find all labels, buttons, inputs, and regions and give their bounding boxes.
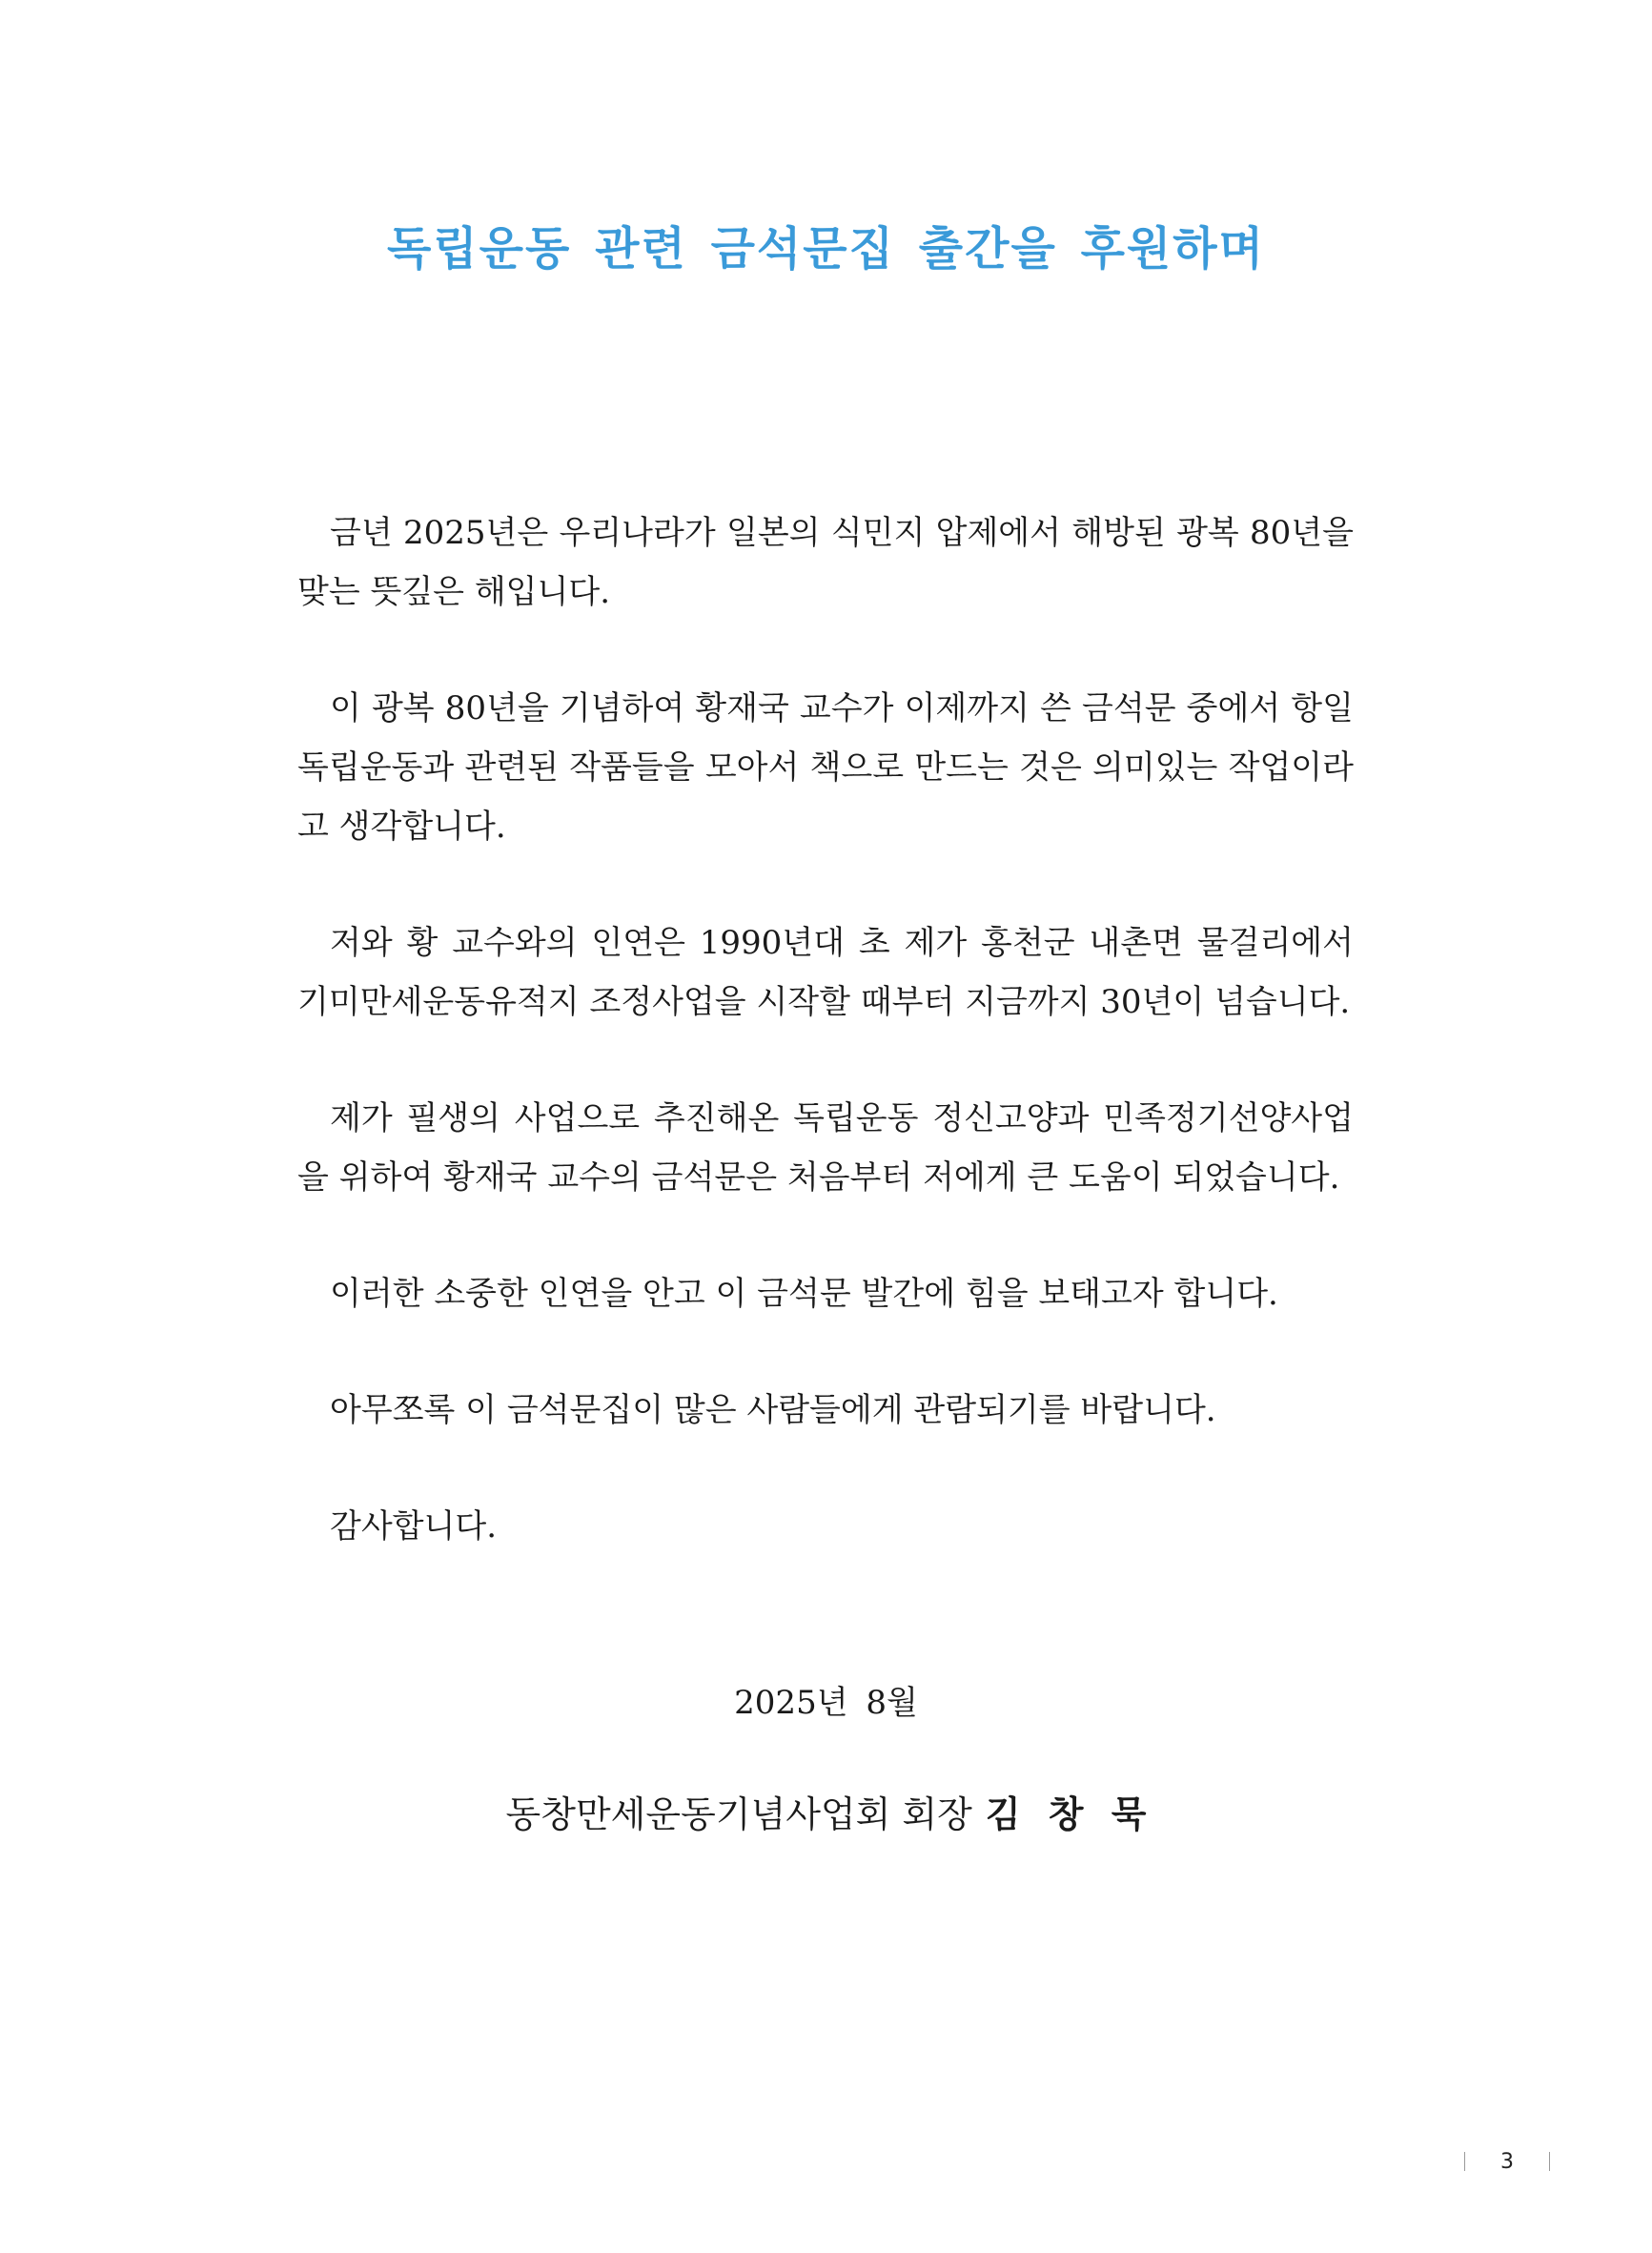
document-title: 독립운동 관련 금석문집 출간을 후원하며 [386,222,1266,276]
left-divider [1464,2152,1465,2171]
signature-name: 김 창 묵 [985,1793,1147,1835]
right-divider [1549,2152,1550,2171]
paragraph-7: 감사합니다. [330,1507,498,1546]
page-number: 3 [1500,2149,1514,2174]
signature-organization: 동창만세운동기념사업회 회장 [505,1793,972,1835]
page-number-footer [1464,2147,1550,2176]
signature-line [0,1785,1652,1837]
letter-date: 2025년 8월 [734,1684,918,1722]
paragraph-5: 이러한 소중한 인연을 안고 이 금석문 발간에 힘을 보태고자 합니다. [330,1275,1278,1313]
paragraph-2: 이 광복 80년을 기념하여 황재국 교수가 이제까지 쓴 금석문 중에서 항일독립운동과 관련된 작품들을 모아서 책으로 만드는 것은 의미있는 작업이라고 생각합니다. [297,689,1354,846]
paragraph-6: 아무쪼록 이 금석문집이 많은 사람들에게 관람되기를 바랍니다. [330,1391,1216,1429]
paragraph-1: 금년 2025년은 우리나라가 일본의 식민지 압제에서 해방된 광복 80년을 맞는 뜻깊은 해입니다. [297,514,1354,611]
letter-body [297,503,1354,1556]
paragraph-3: 저와 황 교수와의 인연은 1990년대 초 제가 홍천군 내촌면 물걸리에서 기미만세운동유적지 조정사업을 시작할 때부터 지금까지 30년이 넘습니다. [297,924,1354,1021]
paragraph-4: 제가 필생의 사업으로 추진해온 독립운동 정신고양과 민족정기선양사업을 위하여 황재국 교수의 금석문은 처음부터 저에게 큰 도움이 되었습니다. [297,1099,1354,1197]
